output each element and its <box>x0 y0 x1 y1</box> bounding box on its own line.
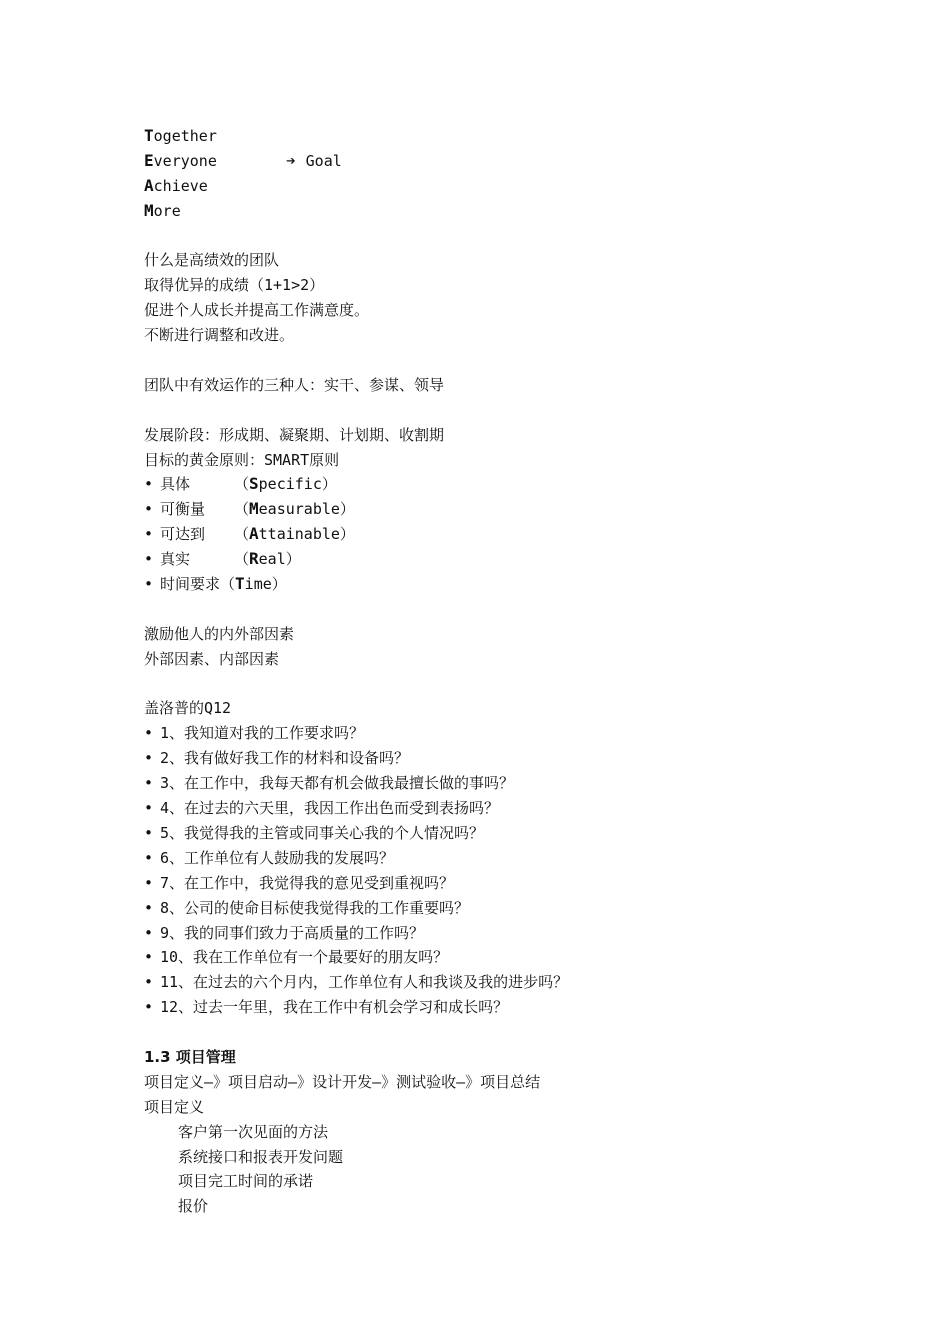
q12-item: • 2、我有做好我工作的材料和设备吗？ <box>144 746 904 771</box>
spacer <box>144 1020 904 1045</box>
acronym-line-everyone: Everyone ➔ Goal <box>144 149 904 174</box>
bullet-icon: • <box>144 774 154 793</box>
spacer <box>144 224 904 249</box>
q12-item: • 4、在过去的六天里，我因工作出色而受到表扬吗？ <box>144 796 904 821</box>
acronym-line-together: Together <box>144 126 217 145</box>
q12-list <box>144 721 904 1020</box>
q12-item: • 9、我的同事们致力于高质量的工作吗？ <box>144 921 904 946</box>
bullet-icon: • <box>144 973 154 992</box>
three-types-line: 团队中有效运作的三种人：实干、参谋、领导 <box>144 375 445 394</box>
q12-item: • 3、在工作中，我每天都有机会做我最擅长做的事吗？ <box>144 771 904 796</box>
bullet-icon: • <box>144 475 154 494</box>
bullet-icon: • <box>144 724 154 743</box>
acronym-line-more: More <box>144 200 181 220</box>
q12-item: • 12、过去一年里，我在工作中有机会学习和成长吗？ <box>144 995 904 1020</box>
right-arrow-icon: ➔ <box>286 150 296 170</box>
section-heading-project-management: 1.3 项目管理 <box>144 1047 236 1066</box>
project-definition-item: 系统接口和报表开发问题 <box>178 1147 344 1166</box>
document-page <box>144 124 904 1219</box>
spacer <box>144 398 904 423</box>
bullet-icon: • <box>144 799 154 818</box>
smart-item: • 具体 （Specific） <box>144 472 904 497</box>
project-definition-title: 项目定义 <box>144 1097 205 1116</box>
bullet-icon: • <box>144 998 154 1017</box>
acronym-line-achieve: Achieve <box>144 175 208 195</box>
q12-title: 盖洛普的Q12 <box>144 699 232 718</box>
q12-item: • 7、在工作中，我觉得我的意见受到重视吗？ <box>144 871 904 896</box>
bullet-icon: • <box>144 923 154 942</box>
q12-item: • 6、工作单位有人鼓励我的发展吗？ <box>144 846 904 871</box>
project-flow-line: 项目定义—》项目启动—》设计开发—》测试验收—》项目总结 <box>144 1072 541 1091</box>
project-definition-item: 客户第一次见面的方法 <box>178 1122 329 1141</box>
bullet-icon: • <box>144 848 154 867</box>
bullet-icon: • <box>144 898 154 917</box>
q12-item: • 10、我在工作单位有一个最要好的朋友吗？ <box>144 945 904 970</box>
bullet-icon: • <box>144 948 154 967</box>
high-performance-line: 不断进行调整和改进。 <box>144 326 295 345</box>
motivation-line: 外部因素、内部因素 <box>144 649 280 668</box>
bullet-icon: • <box>144 575 154 594</box>
project-definition-item: 项目完工时间的承诺 <box>178 1172 314 1191</box>
smart-item: • 时间要求（Time） <box>144 572 904 597</box>
smart-title: 目标的黄金原则：SMART原则 <box>144 450 340 469</box>
stages-line: 发展阶段：形成期、凝聚期、计划期、收割期 <box>144 425 445 444</box>
goal-label: ➔ Goal <box>286 150 342 170</box>
q12-item: • 8、公司的使命目标使我觉得我的工作重要吗？ <box>144 896 904 921</box>
q12-item: • 11、在过去的六个月内，工作单位有人和我谈及我的进步吗？ <box>144 970 904 995</box>
q12-item: • 5、我觉得我的主管或同事关心我的个人情况吗？ <box>144 821 904 846</box>
motivation-title: 激励他人的内外部因素 <box>144 624 295 643</box>
project-definition-item: 报价 <box>178 1197 209 1216</box>
high-performance-line: 促进个人成长并提高工作满意度。 <box>144 301 370 320</box>
bullet-icon: • <box>144 823 154 842</box>
bullet-icon: • <box>144 500 154 519</box>
bullet-icon: • <box>144 749 154 768</box>
high-performance-title: 什么是高绩效的团队 <box>144 251 280 270</box>
smart-item: • 可达到 （Attainable） <box>144 522 904 547</box>
smart-item: • 真实 （Real） <box>144 547 904 572</box>
high-performance-line: 取得优异的成绩（1+1>2） <box>144 276 325 295</box>
bullet-icon: • <box>144 550 154 569</box>
q12-item: • 1、我知道对我的工作要求吗？ <box>144 721 904 746</box>
spacer <box>144 348 904 373</box>
smart-item: • 可衡量 （Measurable） <box>144 497 904 522</box>
bullet-icon: • <box>144 525 154 544</box>
bullet-icon: • <box>144 873 154 892</box>
spacer <box>144 597 904 622</box>
spacer <box>144 672 904 697</box>
